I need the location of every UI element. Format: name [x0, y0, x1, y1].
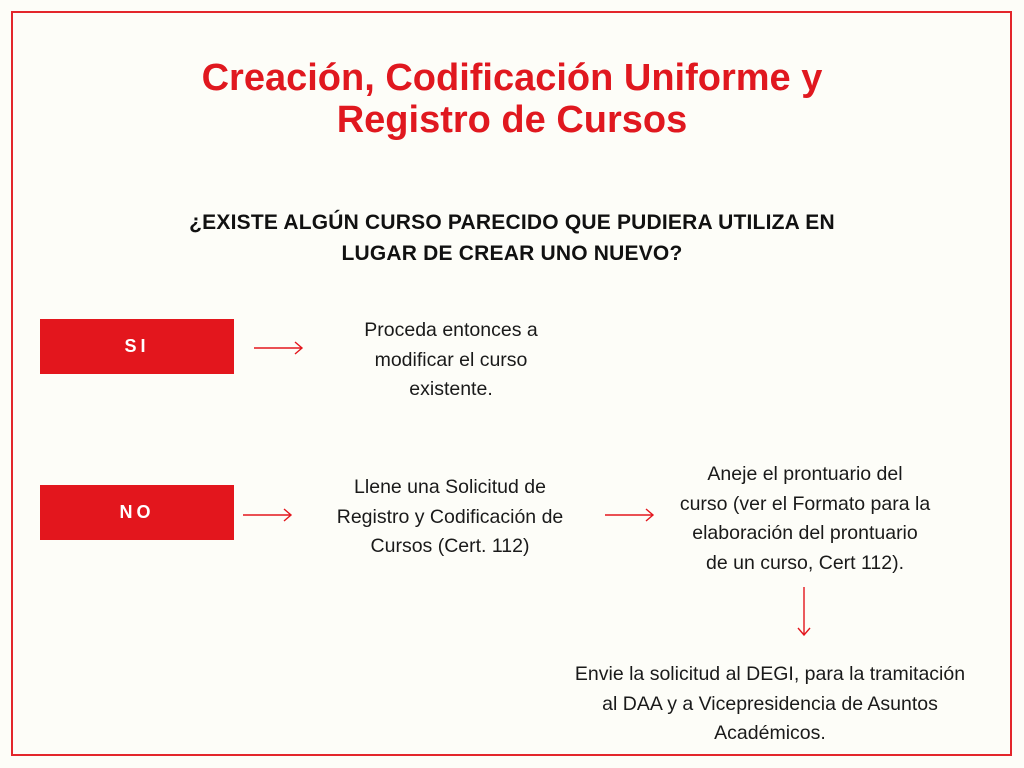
no-step-1-line-2: Registro y Codificación de	[336, 505, 564, 528]
decision-question	[0, 207, 1024, 269]
option-si-box	[40, 319, 234, 374]
si-result-line-1: Proceda entonces a	[364, 319, 538, 341]
no-step-2-line-3: elaboración del prontuario	[692, 522, 918, 544]
title-line-2: Registro de Cursos	[336, 99, 688, 141]
question-line-1: ¿EXISTE ALGÚN CURSO PARECIDO QUE PUDIERA UTILIZA EN	[189, 211, 835, 234]
no-step-2-line-2: curso (ver el Formato para la	[679, 492, 931, 515]
no-step-2-text	[655, 460, 955, 578]
no-step-1-line-3: Cursos (Cert. 112)	[370, 535, 530, 557]
arrow-right-icon	[242, 508, 294, 522]
arrow-right-icon	[604, 508, 656, 522]
no-step-1-text	[300, 473, 600, 562]
no-step-3-line-1: Envie la solicitud al DEGI, para la tramitación	[574, 663, 966, 685]
arrow-down-icon	[797, 586, 811, 638]
si-result-line-2: modificar el curso	[374, 348, 528, 371]
no-step-1-line-1: Llene una Solicitud de	[354, 476, 546, 498]
option-no-box	[40, 485, 234, 540]
question-line-2: LUGAR DE CREAR UNO NUEVO?	[341, 242, 683, 265]
si-result-line-3: existente.	[409, 378, 493, 400]
arrow-right-icon	[253, 341, 305, 355]
si-result-text	[311, 316, 591, 405]
no-step-3-text	[520, 660, 1020, 749]
page-title	[0, 57, 1024, 141]
option-no-label: NO	[119, 502, 155, 522]
option-si-label: SI	[124, 336, 150, 356]
no-step-2-line-1: Aneje el prontuario del	[707, 463, 903, 485]
title-line-1: Creación, Codificación Uniforme y	[201, 57, 823, 99]
no-step-2-line-4: de un curso, Cert 112).	[706, 551, 904, 574]
no-step-3-line-3: Académicos.	[714, 722, 826, 744]
no-step-3-line-2: al DAA y a Vicepresidencia de Asuntos	[602, 692, 938, 715]
